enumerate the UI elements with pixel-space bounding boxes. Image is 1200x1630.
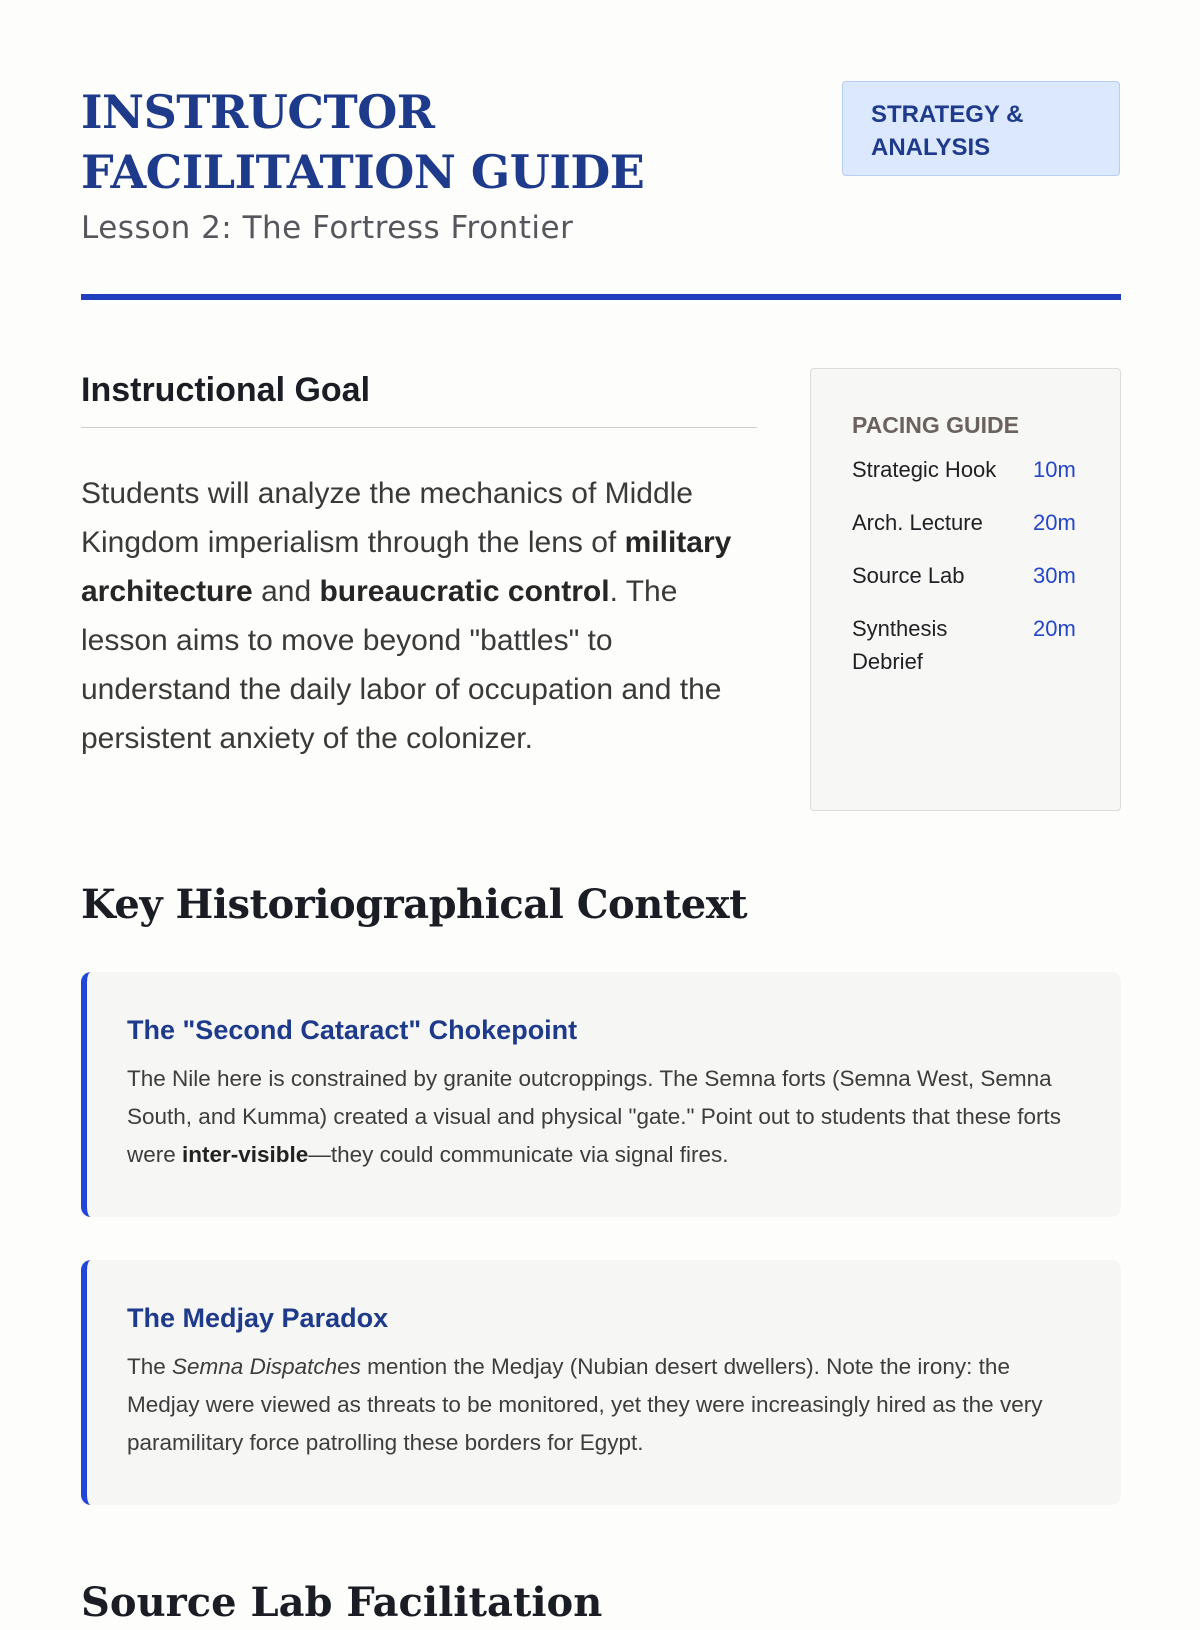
context-heading: Key Historiographical Context	[81, 881, 748, 928]
card-text	[127, 1348, 1081, 1462]
pacing-label: Arch. Lecture	[852, 510, 983, 535]
card-text-part: The Nile here is constrained by granite outcroppings. The Semna forts (Semna West, Semna South, and Kumma) created a visual and physical "gate." Point out to students that these forts were	[127, 1066, 1062, 1167]
next-section-heading: Source Lab Facilitation	[81, 1579, 603, 1626]
goal-text-3: . The lesson aims to move beyond "battles" to understand the daily labor of occupation and the persistent anxiety of the colonizer.	[81, 575, 722, 755]
goal-heading-divider	[81, 427, 757, 428]
pacing-row	[852, 506, 1120, 539]
card-text-part: The	[127, 1354, 173, 1379]
category-badge	[842, 81, 1120, 176]
badge-line-1: STRATEGY &	[871, 101, 1024, 128]
card-title: The Medjay Paradox	[127, 1303, 389, 1333]
pacing-label: Source Lab	[852, 563, 965, 588]
goal-paragraph	[81, 469, 751, 763]
badge-line-2: ANALYSIS	[871, 134, 991, 161]
pacing-row	[852, 453, 1120, 486]
page-subtitle: Lesson 2: The Fortress Frontier	[81, 210, 574, 246]
pacing-label: Strategic Hook	[852, 457, 997, 482]
pacing-label: Synthesis Debrief	[852, 616, 948, 674]
goal-heading: Instructional Goal	[81, 371, 371, 409]
pacing-time: 20m	[1033, 616, 1076, 641]
card-text	[127, 1060, 1081, 1174]
page-title: INSTRUCTOR FACILITATION GUIDE	[81, 85, 645, 199]
goal-text-2: and	[252, 575, 320, 608]
goal-bold-1: military architecture	[81, 526, 732, 608]
pacing-row	[852, 612, 1120, 678]
context-card-medjay	[81, 1260, 1121, 1505]
goal-text-1: Students will analyze the mechanics of Middle Kingdom imperialism through the lens of	[81, 477, 693, 559]
card-text-part: —they could communicate via signal fires.	[308, 1142, 729, 1167]
card-text-part: mention the Medjay (Nubian desert dwellers). Note the irony: the Medjay were viewed as threats to be monitored, yet they were increasingly hired as the very paramilitary force patrolling these borders for Egypt.	[127, 1354, 1043, 1455]
card-bold-term: inter-visible	[182, 1142, 309, 1167]
pacing-time: 20m	[1033, 510, 1076, 535]
pacing-guide-panel	[810, 368, 1121, 811]
card-italic-term: Semna Dispatches	[172, 1354, 361, 1379]
header-divider	[81, 294, 1121, 300]
pacing-time: 30m	[1033, 563, 1076, 588]
pacing-time: 10m	[1033, 457, 1076, 482]
context-card-chokepoint	[81, 972, 1121, 1217]
pacing-guide-title: PACING GUIDE	[852, 412, 1019, 438]
pacing-row	[852, 559, 1120, 592]
goal-bold-2: bureaucratic control	[319, 575, 610, 608]
card-title: The "Second Cataract" Chokepoint	[127, 1015, 578, 1045]
